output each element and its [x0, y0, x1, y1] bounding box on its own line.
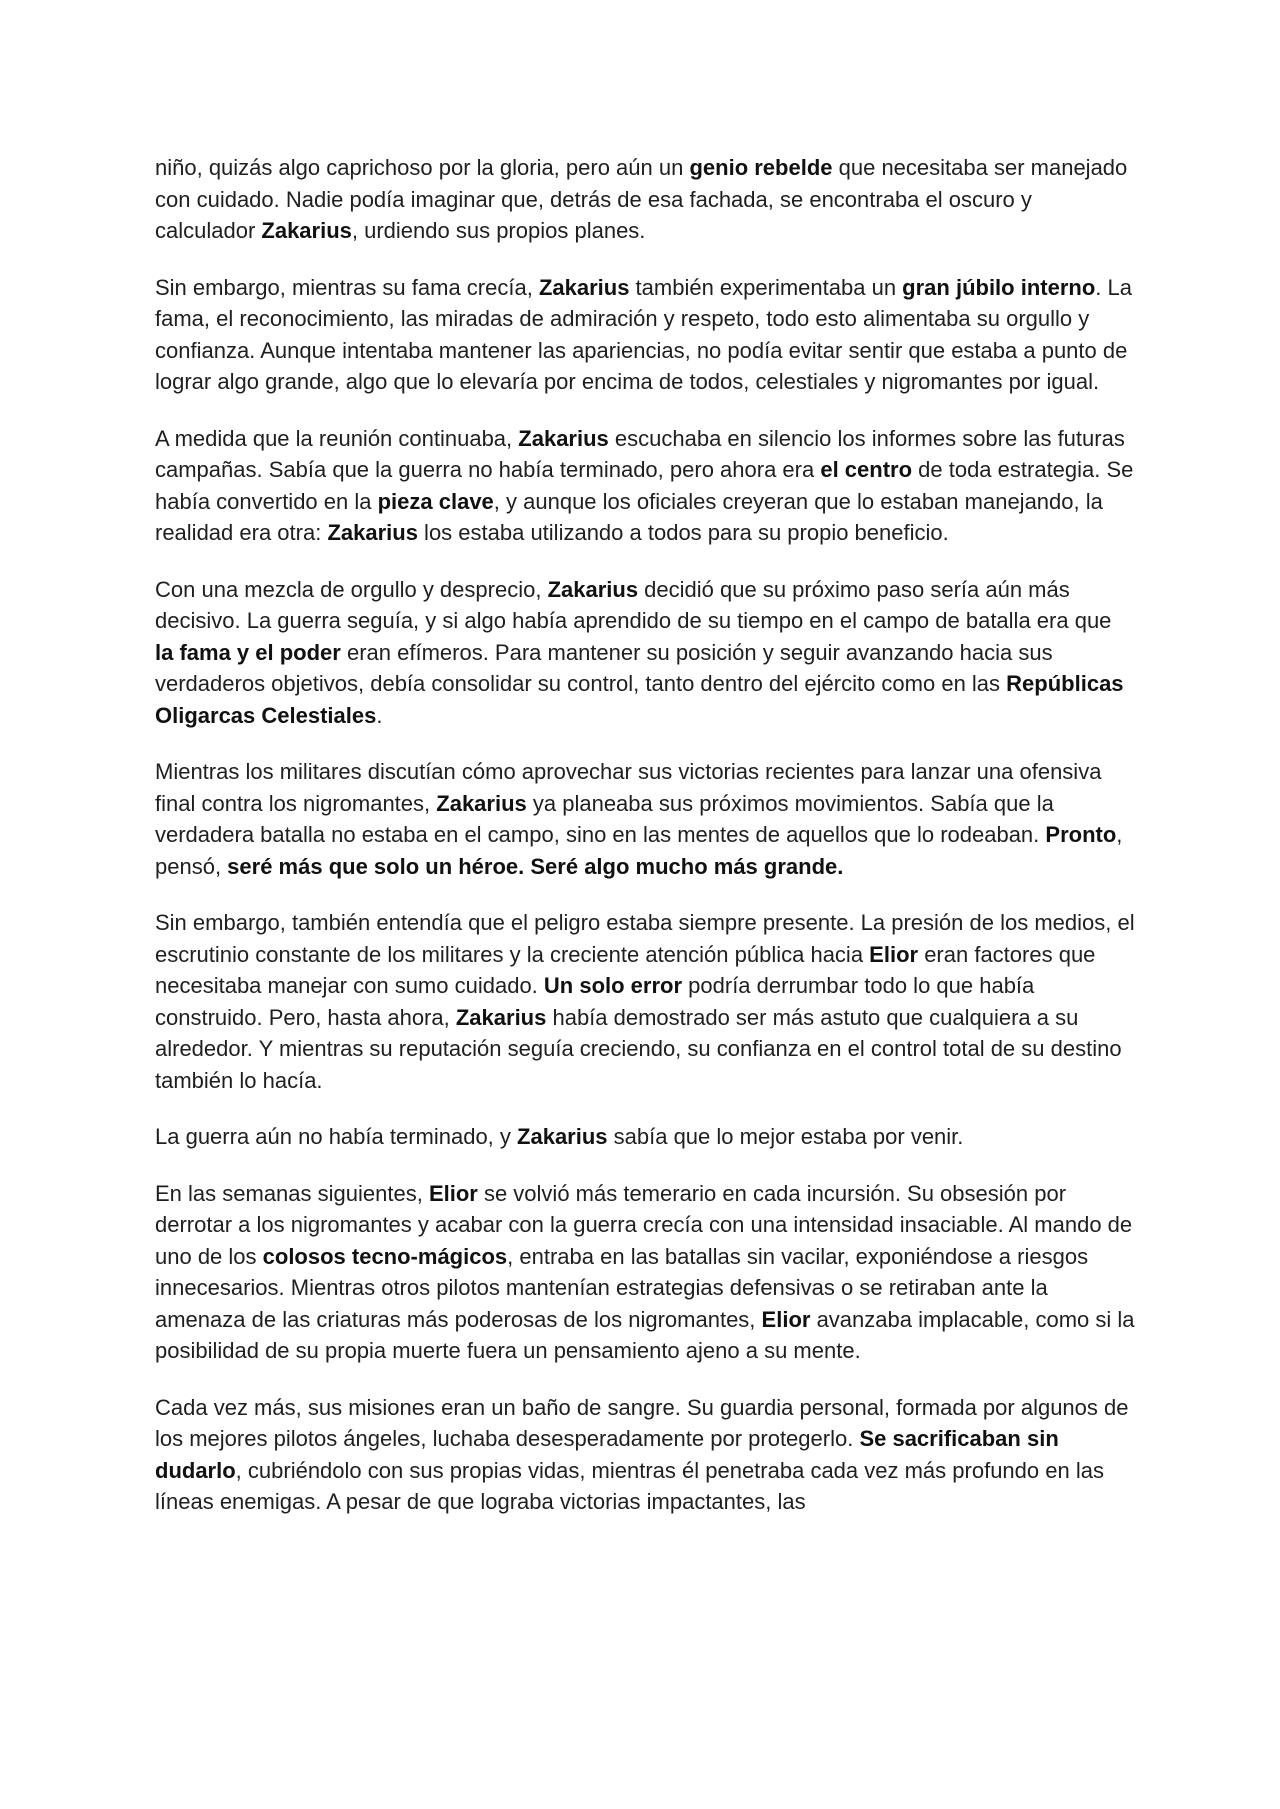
text-run: eran efímeros. Para mantener su posición y seguir avanzando hacia sus verdaderos objetivos, debía consolidar su control, tanto dentro del ejército como en las: [155, 639, 1053, 696]
bold-text: Elior: [428, 1180, 478, 1206]
text-run: también experimentaba un: [629, 274, 903, 300]
paragraph: [155, 423, 1135, 549]
paragraph: [155, 1178, 1135, 1367]
text-run: avanzaba implacable, como si la posibilidad de su propia muerte fuera un pensamiento ajeno a su mente.: [155, 1306, 1135, 1363]
text-run: había demostrado ser más astuto que cualquiera a su alrededor. Y mientras su reputación seguía creciendo, su confianza en el control total de su destino también lo hacía.: [155, 1004, 1122, 1093]
text-run: niño, quizás algo caprichoso por la gloria, pero aún un: [155, 155, 690, 180]
paragraph: [155, 272, 1135, 398]
text-run: La guerra aún no había terminado, y: [155, 1124, 518, 1149]
bold-text: Zakarius: [436, 790, 527, 816]
bold-text: Elior: [761, 1306, 811, 1332]
text-run: Sin embargo, mientras su fama crecía,: [155, 274, 539, 300]
bold-text: genio rebelde: [689, 155, 833, 180]
text-run: . La fama, el reconocimiento, las miradas de admiración y respeto, todo esto alimentaba su orgullo y confianza. Aunque intentaba mantener las apariencias, no podía evitar sentir que estaba a punto de lograr algo grande, algo que lo elevaría por encima de todos, celestiales y nigromantes por igual.: [155, 274, 1132, 394]
bold-text: Un solo error: [543, 973, 683, 998]
bold-text: Zakarius: [547, 576, 639, 602]
text-run: sabía que lo mejor estaba por venir.: [607, 1124, 964, 1149]
text-run: decidió que su próximo paso sería aún más decisivo. La guerra seguía, y si algo había aprendido de su tiempo en el campo de batalla era que: [155, 576, 1112, 633]
text-run: de toda estrategia. Se había convertido en la: [155, 457, 1134, 514]
bold-text: Zakarius: [327, 520, 418, 545]
text-run: Mientras los militares discutían cómo aprovechar sus victorias recientes para lanzar una ofensiva final contra los nigromantes,: [155, 759, 1102, 816]
bold-text: pieza clave: [377, 488, 494, 514]
bold-text: Repúblicas Oligarcas Celestiales: [155, 671, 1124, 728]
paragraph: [155, 1121, 1135, 1153]
bold-text: la fama y el poder: [155, 639, 341, 665]
text-run: eran factores que necesitaba manejar con sumo cuidado.: [155, 941, 1096, 998]
bold-text: Zakarius: [517, 1124, 608, 1149]
bold-text: Zakarius: [538, 274, 630, 300]
bold-text: Zakarius: [261, 218, 352, 243]
text-run: , cubriéndolo con sus propias vidas, mientras él penetraba cada vez más profundo en las líneas enemigas. A pesar de que lograba victorias impactantes, las: [155, 1457, 1104, 1514]
text-run: escuchaba en silencio los informes sobre las futuras campañas. Sabía que la guerra no había terminado, pero ahora era: [155, 425, 1125, 482]
paragraph: [155, 574, 1135, 732]
paragraph: [155, 756, 1135, 882]
text-run: .: [376, 702, 383, 728]
bold-text: seré más que solo un héroe. Seré algo mucho más grande.: [227, 853, 844, 879]
bold-text: Zakarius: [518, 425, 609, 451]
text-run: ya planeaba sus próximos movimientos. Sabía que la verdadera batalla no estaba en el campo, sino en las mentes de aquellos que lo rodeaban.: [155, 790, 1054, 847]
bold-text: colosos tecno-mágicos: [262, 1243, 508, 1269]
bold-text: Zakarius: [455, 1004, 547, 1030]
text-run: se volvió más temerario en cada incursión. Su obsesión por derrotar a los nigromantes y acabar con la guerra crecía con una intensidad insaciable. Al mando de uno de los: [155, 1180, 1133, 1269]
bold-text: Se sacrificaban sin dudarlo: [155, 1426, 1059, 1483]
bold-text: Elior: [869, 941, 919, 967]
text-run: , y aunque los oficiales creyeran que lo estaban manejando, la realidad era otra:: [155, 488, 1103, 545]
paragraph: [155, 152, 1135, 247]
text-run: , entraba en las batallas sin vacilar, exponiéndose a riesgos innecesarios. Mientras otros pilotos mantenían estrategias defensivas o se retiraban ante la amenaza de las criaturas más poderosas de los nigromantes,: [155, 1243, 1089, 1332]
text-run: los estaba utilizando a todos para su propio beneficio.: [417, 520, 949, 545]
text-run: Con una mezcla de orgullo y desprecio,: [155, 576, 548, 602]
text-run: podría derrumbar todo lo que había construido. Pero, hasta ahora,: [155, 973, 1035, 1030]
text-run: A medida que la reunión continuaba,: [155, 425, 519, 451]
text-run: que necesitaba ser manejado con cuidado. Nadie podía imaginar que, detrás de esa fachada, se encontraba el oscuro y calculador: [155, 155, 1128, 243]
text-run: Cada vez más, sus misiones eran un baño de sangre. Su guardia personal, formada por algunos de los mejores pilotos ángeles, luchaba desesperadamente por protegerlo.: [155, 1394, 1129, 1451]
text-run: , urdiendo sus propios planes.: [351, 218, 646, 243]
paragraph: [155, 907, 1135, 1096]
document-page: [155, 152, 1135, 1543]
bold-text: el centro: [820, 457, 913, 482]
text-run: En las semanas siguientes,: [155, 1180, 429, 1206]
text-run: Sin embargo, también entendía que el peligro estaba siempre presente. La presión de los medios, el escrutinio constante de los militares y la creciente atención pública hacia: [155, 910, 1135, 967]
bold-text: gran júbilo interno: [902, 274, 1096, 300]
paragraph: [155, 1392, 1135, 1518]
text-run: , pensó,: [155, 822, 1123, 879]
bold-text: Pronto: [1045, 822, 1117, 847]
